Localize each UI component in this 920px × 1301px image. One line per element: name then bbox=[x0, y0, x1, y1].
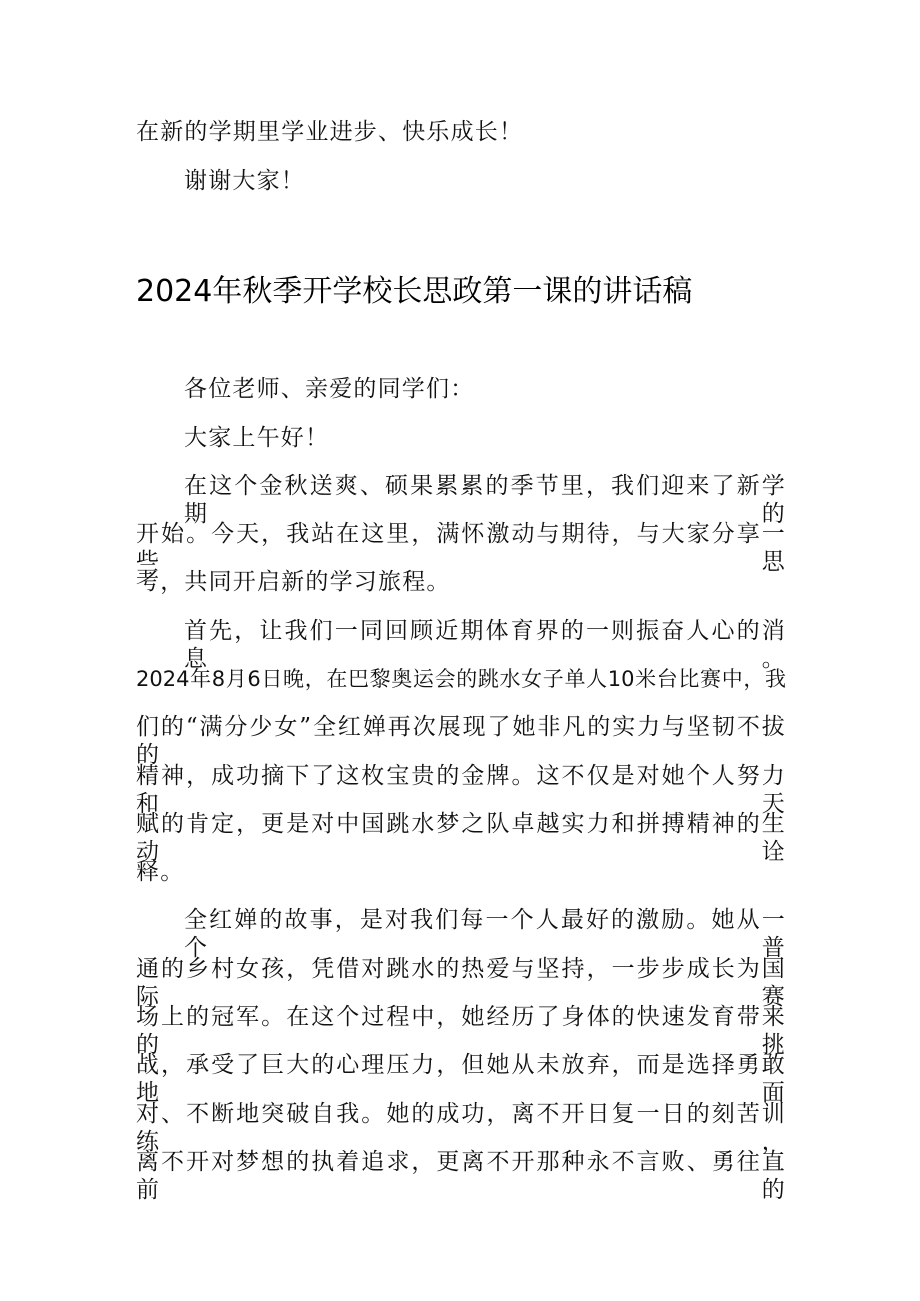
paragraph-1-line-3: 考，共同开启新的学习旅程。 bbox=[136, 569, 451, 595]
paragraph-3-line-4: 战，承受了巨大的心理压力，但她从未放弃，而是选择勇敢地面 bbox=[136, 1052, 786, 1106]
paragraph-2-line-2: 2024年8月6日晚，在巴黎奥运会的跳水女子单人10米台比赛中，我 bbox=[136, 667, 786, 691]
paragraph-3-line-6: 离不开对梦想的执着追求，更离不开那种永不言败、勇往直前的 bbox=[136, 1149, 786, 1203]
paragraph-2-line-5: 赋的肯定，更是对中国跳水梦之队卓越实力和拼搏精神的生动诠 bbox=[136, 811, 786, 865]
paragraph-2-line-4: 精神，成功摘下了这枚宝贵的金牌。这不仅是对她个人努力和天 bbox=[136, 763, 786, 817]
paragraph-3-line-2: 通的乡村女孩，凭借对跳水的热爱与坚持，一步步成长为国际赛 bbox=[136, 956, 786, 1010]
paragraph-2-line-3: 们的“满分少女”全红婵再次展现了她非凡的实力与坚韧不拔的 bbox=[136, 714, 786, 768]
greeting: 大家上午好！ bbox=[184, 425, 330, 451]
paragraph-3-line-5: 对、不断地突破自我。她的成功，离不开日复一日的刻苦训练， bbox=[136, 1101, 786, 1155]
document-title: 2024年秋季开学校长思政第一课的讲话稿 bbox=[136, 274, 693, 309]
paragraph-1-line-1: 在这个金秋送爽、硕果累累的季节里，我们迎来了新学期的 bbox=[184, 473, 786, 527]
paragraph-3-line-3: 场上的冠军。在这个过程中，她经历了身体的快速发育带来的挑 bbox=[136, 1004, 786, 1058]
salutation: 各位老师、亲爱的同学们： bbox=[184, 376, 475, 402]
paragraph-3-line-1: 全红婵的故事，是对我们每一个人最好的激励。她从一个普 bbox=[184, 907, 786, 961]
paragraph-2-line-1: 首先，让我们一同回顾近期体育界的一则振奋人心的消息。 bbox=[184, 618, 786, 672]
paragraph-2-line-6: 释。 bbox=[136, 859, 185, 885]
paragraph-1-line-2: 开始。今天，我站在这里，满怀激动与期待，与大家分享一些思 bbox=[136, 521, 786, 575]
previous-closing-line: 在新的学期里学业进步、快乐成长！ bbox=[136, 119, 524, 145]
previous-thanks-line: 谢谢大家！ bbox=[184, 168, 305, 194]
